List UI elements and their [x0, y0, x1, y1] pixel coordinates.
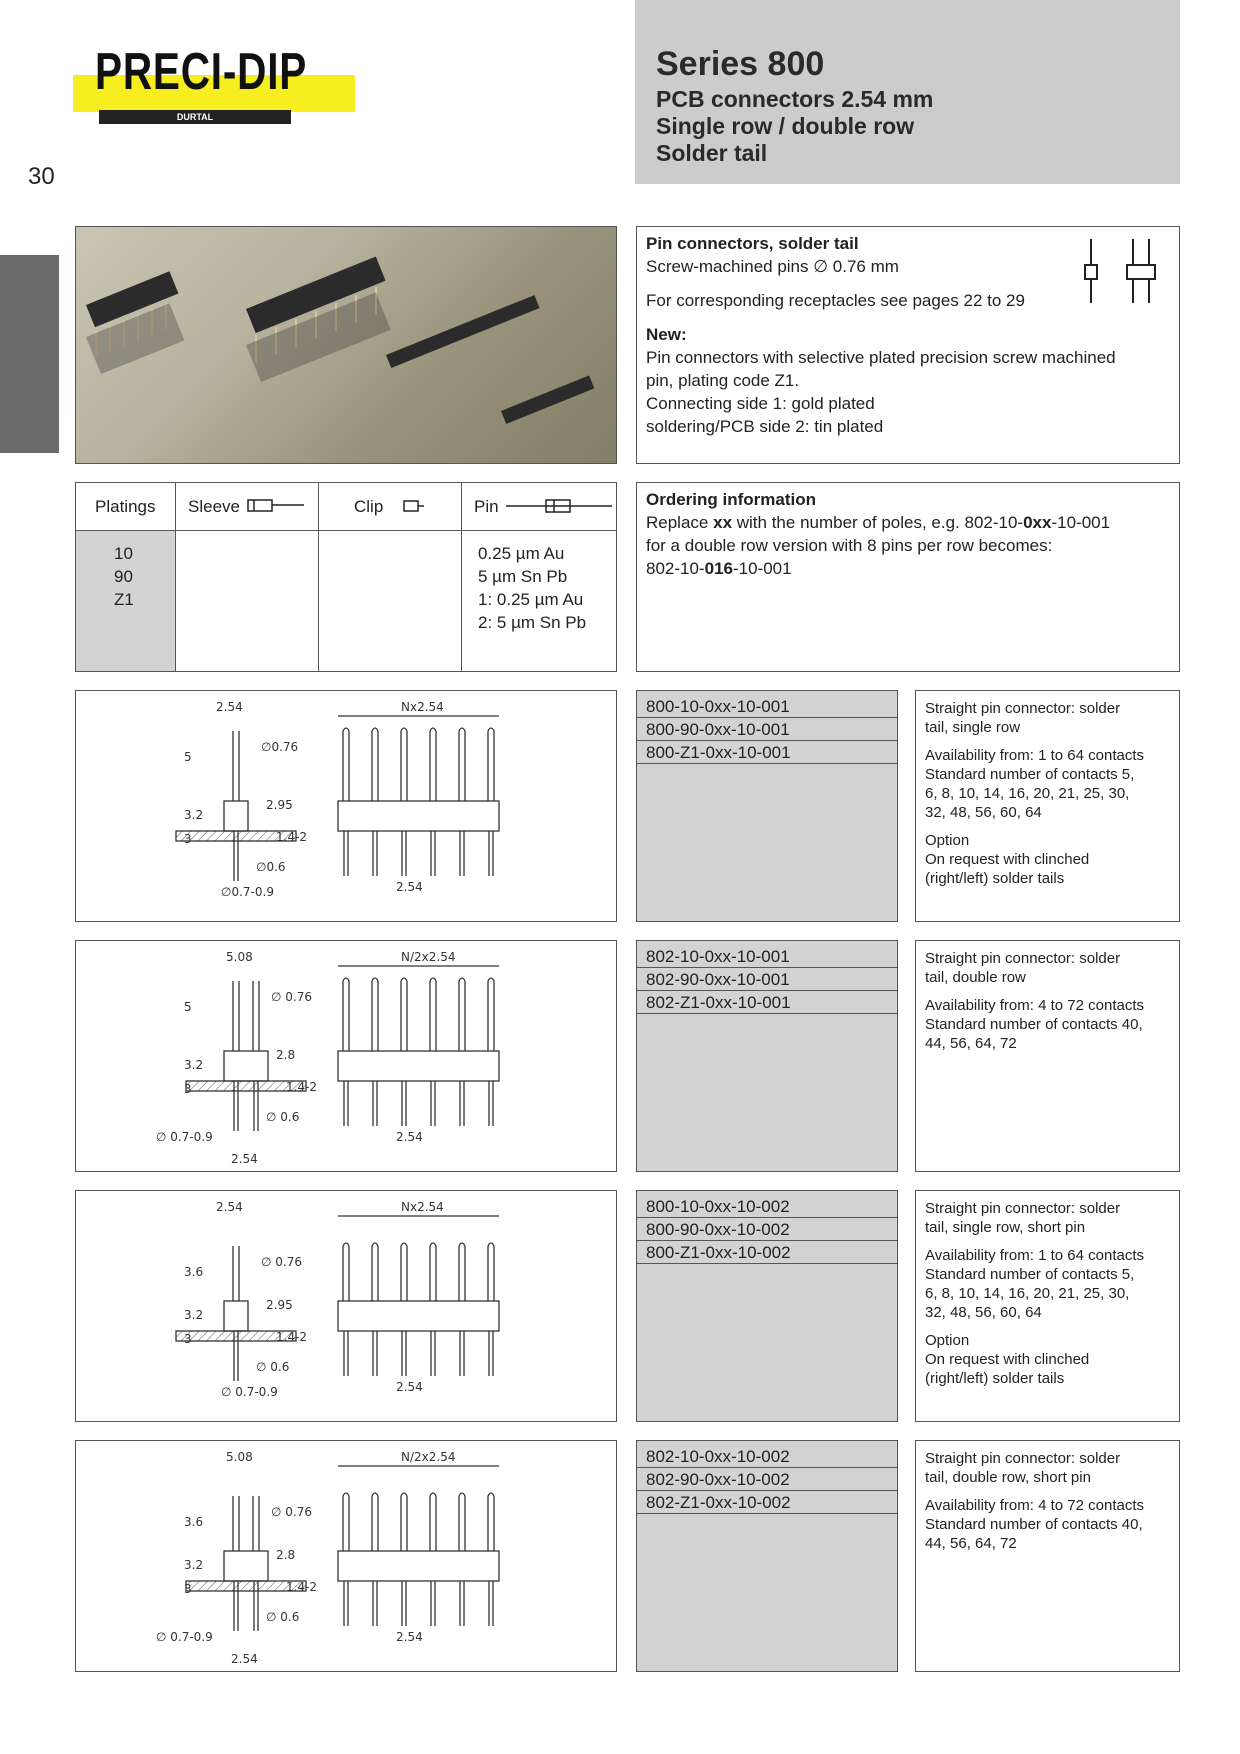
drawing-panel	[75, 1440, 617, 1672]
dim-pitch: 5.08	[226, 950, 253, 964]
dim-span: N/2x2.54	[401, 1450, 456, 1464]
new-line-4: soldering/PCB side 2: tin plated	[646, 417, 884, 436]
pin-connector-icon	[1077, 237, 1167, 305]
description-line: Straight pin connector: solder	[925, 1450, 1121, 1467]
option-line: On request with clinched	[925, 1351, 1090, 1368]
dim-pitch: 2.54	[216, 1200, 243, 1214]
info-line-1: Screw-machined pins ∅ 0.76 mm	[646, 257, 899, 276]
dim-height-2: 3.2	[184, 1058, 204, 1072]
pin-header: Pin	[474, 497, 499, 516]
dim-pitch: 2.54	[216, 700, 243, 714]
drawing-panel	[75, 940, 617, 1172]
description-panel	[915, 690, 1180, 922]
subtitle-2: Single row / double row	[656, 113, 915, 139]
ordering-title: Ordering information	[646, 490, 816, 509]
dim-pin-diameter: ∅ 0.76	[271, 1505, 312, 1519]
dim-height-3: 3	[184, 1582, 192, 1596]
dim-span: Nx2.54	[401, 700, 444, 714]
ordering-panel	[636, 482, 1180, 672]
sleeve-header: Sleeve	[188, 497, 240, 516]
part-number: 802-10-0xx-10-001	[637, 945, 897, 968]
new-line-3: Connecting side 1: gold plated	[646, 394, 875, 413]
part-number: 800-10-0xx-10-001	[637, 695, 897, 718]
availability-line: Standard number of contacts 40,	[925, 1016, 1143, 1033]
side-tab	[0, 255, 59, 453]
pin-plating-1: 0.25 µm Au	[478, 544, 565, 563]
dim-height-1: 5	[184, 1000, 192, 1014]
info-line-2: For corresponding receptacles see pages 22 to 29	[646, 291, 1025, 310]
availability-line: 32, 48, 56, 60, 64	[925, 1304, 1042, 1321]
dim-height-3: 3	[184, 1082, 192, 1096]
dim-height-3: 3	[184, 1332, 192, 1346]
option-line: Option	[925, 1332, 970, 1349]
availability-line: Standard number of contacts 5,	[925, 766, 1135, 783]
description-panel	[915, 1190, 1180, 1422]
dim-height-1: 5	[184, 750, 192, 764]
dim-width-2: 1.4-2	[276, 1330, 308, 1344]
description-line: tail, single row, short pin	[925, 1219, 1086, 1236]
pin-plating-2: 5 µm Sn Pb	[478, 567, 568, 586]
part-number-panel	[636, 1190, 898, 1422]
platings-table	[75, 482, 617, 672]
pin-plating-4: 2: 5 µm Sn Pb	[478, 613, 587, 632]
logo-subtitle: DURTAL	[99, 110, 291, 124]
part-number: 800-10-0xx-10-002	[637, 1195, 897, 1218]
dim-width-2: 1.4-2	[276, 830, 308, 844]
description-panel	[915, 940, 1180, 1172]
plating-code-10: 10	[114, 544, 133, 563]
description-line: tail, single row	[925, 719, 1021, 736]
dim-pitch: 5.08	[226, 1450, 253, 1464]
dim-width-2: 1.4-2	[286, 1580, 318, 1594]
drawing-panel	[75, 1190, 617, 1422]
connectors-photo-illustration	[76, 227, 616, 463]
description-line: tail, double row, short pin	[925, 1469, 1091, 1486]
description-line: Straight pin connector: solder	[925, 1200, 1121, 1217]
subtitle-1: PCB connectors 2.54 mm	[656, 86, 934, 112]
plating-code-z1: Z1	[114, 590, 134, 609]
subtitle-3: Solder tail	[656, 140, 768, 166]
part-number: 800-90-0xx-10-001	[637, 718, 897, 741]
availability-line: 32, 48, 56, 60, 64	[925, 804, 1042, 821]
ordering-line-3: 802-10-016-10-001	[646, 559, 792, 578]
dim-width-1: 2.8	[276, 1048, 296, 1062]
dim-height-2: 3.2	[184, 808, 204, 822]
dim-hole-diameter: ∅ 0.7-0.9	[221, 1385, 278, 1399]
plating-code-90: 90	[114, 567, 133, 586]
availability-line: 44, 56, 64, 72	[925, 1535, 1017, 1552]
part-number-panel	[636, 1440, 898, 1672]
availability-line: Standard number of contacts 40,	[925, 1516, 1143, 1533]
technical-drawing	[76, 691, 616, 921]
availability-line: 6, 8, 10, 14, 16, 20, 21, 25, 30,	[925, 785, 1130, 802]
description-line: tail, double row	[925, 969, 1026, 986]
part-number-panel	[636, 940, 898, 1172]
sleeve-icon	[246, 497, 306, 515]
part-number: 802-90-0xx-10-002	[637, 1468, 897, 1491]
dim-span: N/2x2.54	[401, 950, 456, 964]
availability-line: Availability from: 4 to 72 contacts	[925, 1497, 1144, 1514]
dim-pitch-bottom: 2.54	[396, 1380, 423, 1394]
part-number: 800-Z1-0xx-10-001	[637, 741, 897, 764]
dim-height-2: 3.2	[184, 1308, 204, 1322]
product-photo	[75, 226, 617, 464]
dim-pin-diameter: ∅ 0.76	[271, 990, 312, 1004]
new-label: New:	[646, 325, 687, 344]
new-line-1: Pin connectors with selective plated precision screw machined	[646, 348, 1116, 367]
description-line: Straight pin connector: solder	[925, 700, 1121, 717]
dim-width-1: 2.95	[266, 1298, 293, 1312]
new-line-2: pin, plating code Z1.	[646, 371, 800, 390]
ordering-line-2: for a double row version with 8 pins per row becomes:	[646, 536, 1053, 555]
drawing-panel	[75, 690, 617, 922]
platings-header: Platings	[95, 497, 156, 516]
part-number: 800-90-0xx-10-002	[637, 1218, 897, 1241]
dim-pitch-bottom: 2.54	[396, 880, 423, 894]
dim-tail-diameter: ∅ 0.6	[266, 1610, 300, 1624]
technical-drawing	[76, 1441, 616, 1671]
clip-header: Clip	[354, 497, 384, 516]
option-line: On request with clinched	[925, 851, 1090, 868]
option-line: (right/left) solder tails	[925, 870, 1065, 887]
availability-line: 44, 56, 64, 72	[925, 1035, 1017, 1052]
dim-pin-diameter: ∅0.76	[261, 740, 299, 754]
option-line: (right/left) solder tails	[925, 1370, 1065, 1387]
availability-line: Availability from: 1 to 64 contacts	[925, 1247, 1144, 1264]
series-title: Series 800	[656, 45, 825, 83]
dim-pitch-bottom: 2.54	[396, 1130, 423, 1144]
dim-pitch-side: 2.54	[231, 1652, 258, 1666]
part-number-panel	[636, 690, 898, 922]
availability-line: Availability from: 1 to 64 contacts	[925, 747, 1144, 764]
clip-icon	[402, 497, 426, 515]
dim-tail-diameter: ∅0.6	[256, 860, 286, 874]
ordering-line-1: Replace xx with the number of poles, e.g. 802-10-0xx-10-001	[646, 513, 1111, 532]
info-title: Pin connectors, solder tail	[646, 234, 859, 253]
dim-height-3: 3	[184, 832, 192, 846]
description-line: Straight pin connector: solder	[925, 950, 1121, 967]
dim-span: Nx2.54	[401, 1200, 444, 1214]
dim-tail-diameter: ∅ 0.6	[256, 1360, 290, 1374]
info-panel	[636, 226, 1180, 464]
availability-line: Standard number of contacts 5,	[925, 1266, 1135, 1283]
dim-width-1: 2.95	[266, 798, 293, 812]
dim-height-2: 3.2	[184, 1558, 204, 1572]
part-number: 800-Z1-0xx-10-002	[637, 1241, 897, 1264]
dim-pitch-side: 2.54	[231, 1152, 258, 1166]
technical-drawing	[76, 941, 616, 1171]
pin-plating-3: 1: 0.25 µm Au	[478, 590, 584, 609]
dim-hole-diameter: ∅0.7-0.9	[221, 885, 274, 899]
dim-tail-diameter: ∅ 0.6	[266, 1110, 300, 1124]
dim-width-2: 1.4-2	[286, 1080, 318, 1094]
dim-pitch-bottom: 2.54	[396, 1630, 423, 1644]
availability-line: Availability from: 4 to 72 contacts	[925, 997, 1144, 1014]
dim-hole-diameter: ∅ 0.7-0.9	[156, 1630, 213, 1644]
part-number: 802-10-0xx-10-002	[637, 1445, 897, 1468]
dim-height-1: 3.6	[184, 1515, 204, 1529]
dim-pin-diameter: ∅ 0.76	[261, 1255, 302, 1269]
dim-width-1: 2.8	[276, 1548, 296, 1562]
pin-icon	[504, 497, 614, 515]
part-number: 802-Z1-0xx-10-001	[637, 991, 897, 1014]
option-line: Option	[925, 832, 970, 849]
description-panel	[915, 1440, 1180, 1672]
technical-drawing	[76, 1191, 616, 1421]
dim-hole-diameter: ∅ 0.7-0.9	[156, 1130, 213, 1144]
logo: PRECI-DIP	[95, 43, 308, 101]
part-number: 802-90-0xx-10-001	[637, 968, 897, 991]
dim-height-1: 3.6	[184, 1265, 204, 1279]
availability-line: 6, 8, 10, 14, 16, 20, 21, 25, 30,	[925, 1285, 1130, 1302]
page-number: 30	[28, 163, 55, 190]
part-number: 802-Z1-0xx-10-002	[637, 1491, 897, 1514]
